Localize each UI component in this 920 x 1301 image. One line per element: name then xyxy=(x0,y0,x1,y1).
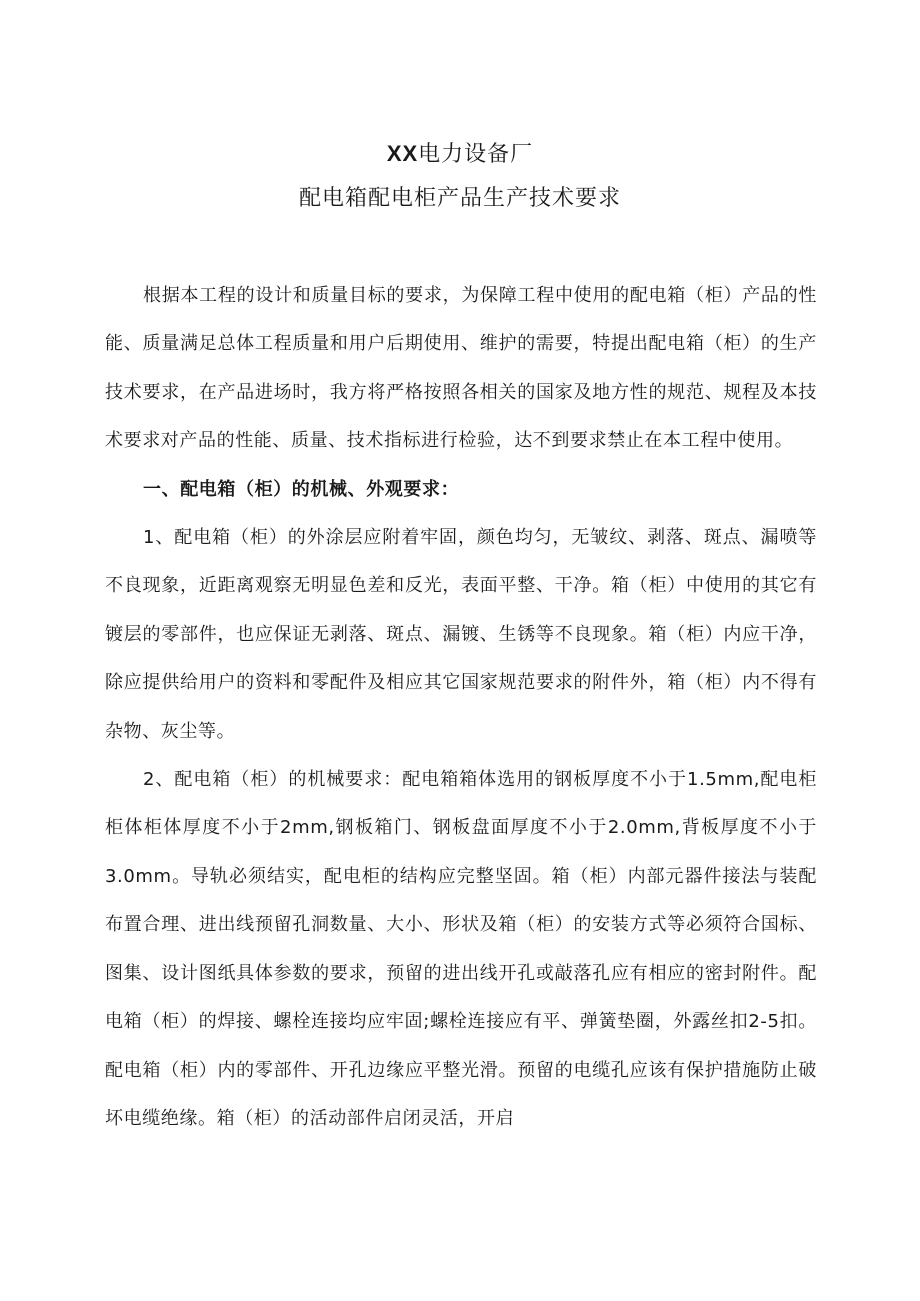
company-title-name: 电力设备厂 xyxy=(418,142,534,167)
company-title xyxy=(0,132,920,177)
document-body xyxy=(105,272,817,1143)
company-title-prefix: XX xyxy=(386,141,419,166)
requirement-item-2: 2、配电箱（柜）的机械要求：配电箱箱体选用的钢板厚度不小于1.5mm,配电柜柜体柜体厚度不小于2mm,钢板箱门、钢板盘面厚度不小于2.0mm,背板厚度不小于3.0mm。导轨必须结实，配电柜的结构应完整坚固。箱（柜）内部元器件接法与装配布置合理、进出线预留孔洞数量、大小、形状及箱（柜）的安装方式等必须符合国标、图集、设计图纸具体参数的要求，预留的进出线开孔或敲落孔应有相应的密封附件。配电箱（柜）的焊接、螺栓连接均应牢固;螺栓连接应有平、弹簧垫圈，外露丝扣2-5扣。配电箱（柜）内的零部件、开孔边缘应平整光滑。预留的电缆孔应该有保护措施防止破坏电缆绝缘。箱（柜）的活动部件启闭灵活，开启 xyxy=(105,769,817,1129)
requirement-item-1: 1、配电箱（柜）的外涂层应附着牢固，颜色均匀，无皱纹、剥落、斑点、漏喷等不良现象，近距离观察无明显色差和反光，表面平整、干净。箱（柜）中使用的其它有镀层的零部件，也应保证无剥落、斑点、漏镀、生锈等不良现象。箱（柜）内应干净，除应提供给用户的资料和零配件及相应其它国家规范要求的附件外，箱（柜）内不得有杂物、灰尘等。 xyxy=(105,527,817,742)
document-subtitle: 配电箱配电柜产品生产技术要求 xyxy=(298,186,621,211)
title-block xyxy=(0,132,920,221)
intro-paragraph: 根据本工程的设计和质量目标的要求，为保障工程中使用的配电箱（柜）产品的性能、质量满足总体工程质量和用户后期使用、维护的需要，特提出配电箱（柜）的生产技术要求，在产品进场时，我方将严格按照各相关的国家及地方性的规范、规程及本技术要求对产品的性能、质量、技术指标进行检验，达不到要求禁止在本工程中使用。 xyxy=(105,285,817,452)
section-heading: 一、配电箱（柜）的机械、外观要求： xyxy=(143,478,460,500)
